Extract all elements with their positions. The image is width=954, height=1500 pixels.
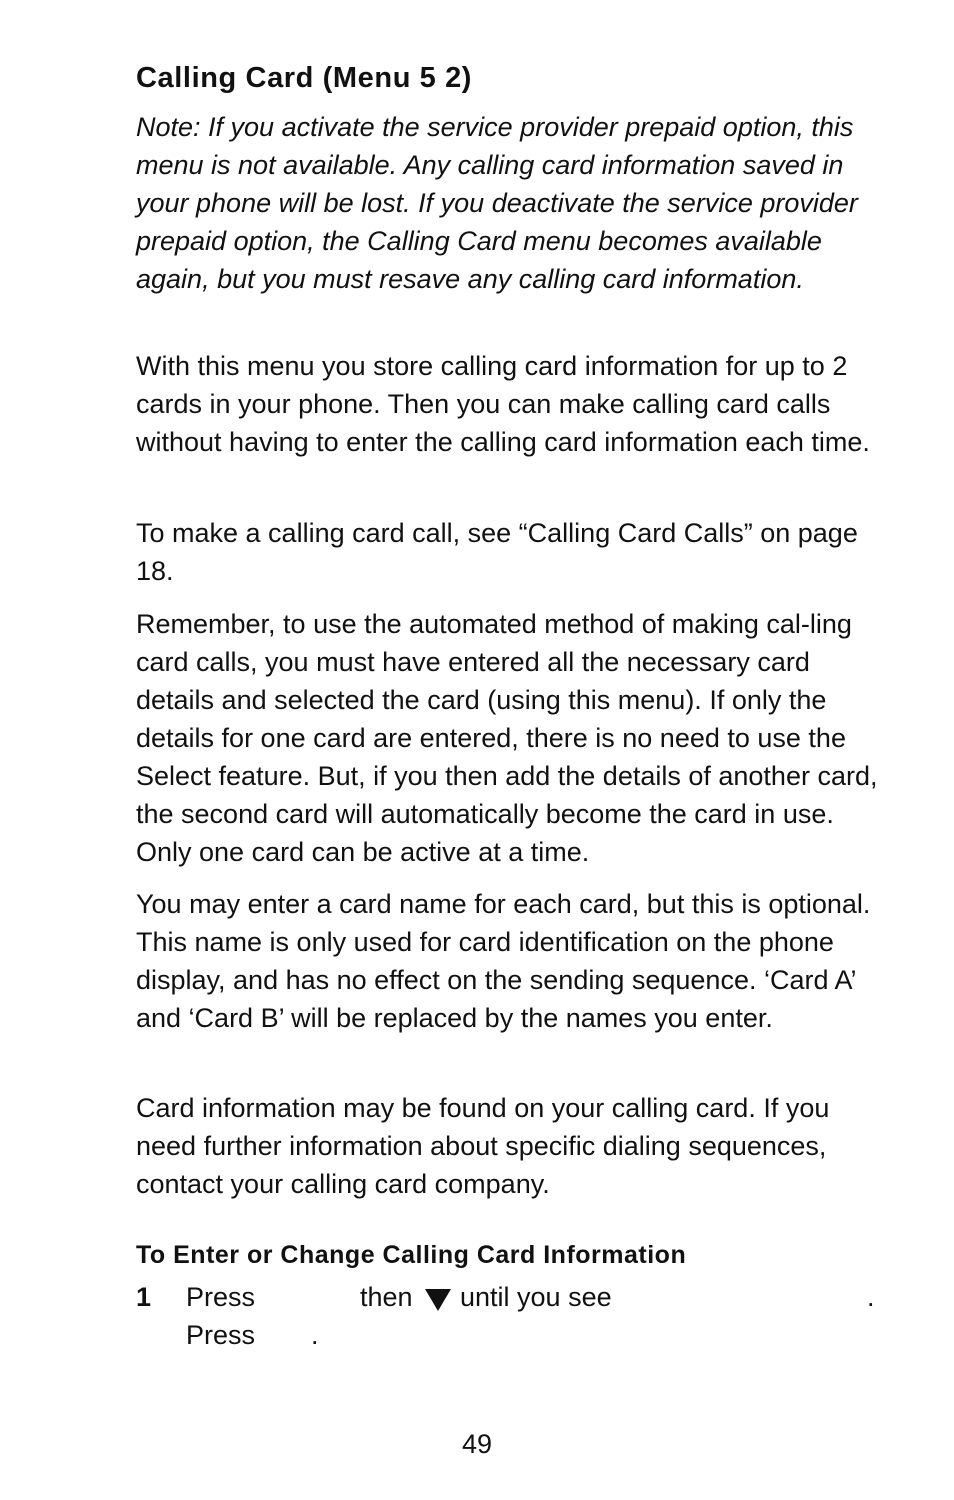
- section-heading: Calling Card (Menu 5 2): [136, 62, 473, 94]
- body-paragraph: To make a calling card call, see “Calling Card Calls” on page 18.: [136, 518, 858, 586]
- step-number: 1: [136, 1282, 152, 1312]
- down-triangle-icon: [425, 1289, 451, 1311]
- step-period: .: [867, 1282, 875, 1312]
- page-number: 49: [461, 1429, 493, 1459]
- step-then-text: then: [360, 1282, 413, 1312]
- body-paragraph: With this menu you store calling card information for up to 2 cards in your phone. Then you can make calling card calls without having to enter the calling card information each time.: [136, 351, 870, 457]
- body-paragraph: Remember, to use the automated method of making cal-ling card calls, you must have entered all the necessary card details and selected the card (using this menu). If only the details for one card are entered, there is no need to use the Select feature. But, if you then add the details of another card, the second card will automatically become the card in use. Only one card can be active at a time.: [136, 609, 878, 867]
- subsection-heading: To Enter or Change Calling Card Information: [136, 1241, 687, 1269]
- step-period: .: [311, 1320, 319, 1350]
- step-press-text: Press: [186, 1320, 256, 1350]
- note-paragraph: Note: If you activate the service provider prepaid option, this menu is not available. Any calling card information saved in your phone will be lost. If you deactivate the service provider prepaid option, the Calling Card menu becomes available again, but you must resave any calling card information.: [136, 112, 858, 294]
- step-press-text: Press: [186, 1282, 256, 1312]
- body-paragraph: Card information may be found on your calling card. If you need further information about specific dialing sequences, contact your calling card company.: [136, 1093, 830, 1199]
- instruction-step: [136, 1278, 881, 1358]
- body-paragraph: You may enter a card name for each card, but this is optional. This name is only used for card identification on the phone display, and has no effect on the sending sequence. ‘Card A’ and ‘Card B’ will be replaced by the names you enter.: [136, 889, 871, 1033]
- step-until-text: until you see: [460, 1282, 612, 1312]
